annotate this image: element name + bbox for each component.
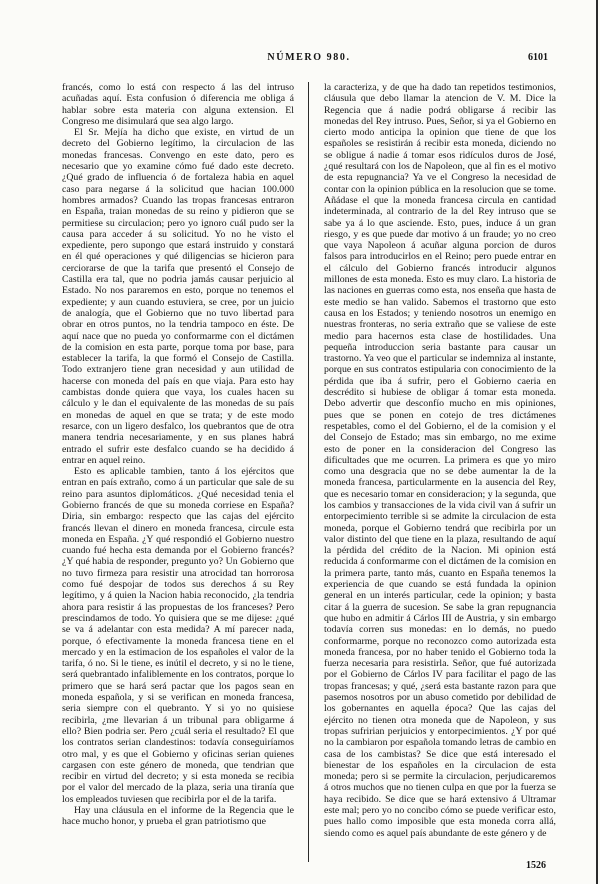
page-header <box>70 52 548 68</box>
paragraph: El Sr. Mejía ha dicho que existe, en virtud de un decreto del Gobierno legítimo, la circulacion de las monedas francesas. Convengo en este dato, pero es necesario que yo examine cómo fué dado este decreto. ¿Qué grado de influencia ó de fortaleza habia en aquel caso para negarse á la solicitud que hacian 100.000 hombres armados? Cuando las tropas francesas entraron en España, traian monedas de su reino y pidieron que se permitiese su circulacion; pero yo ignoro cuál pudo ser la causa para acceder á su solicitud. Yo no he visto el expediente, pero supongo que estará instruido y constará en él qué operaciones y qué diligencias se hicieron para cerciorarse de que la tarifa que presentó el Consejo de Castilla era tal, que no podria jamás causar perjuicio al Estado. No nos pararemos en esto, porque no tenemos el expediente; y aun cuando estuviera, se cree, por un juicio de analogía, que el Gobierno que no tuvo libertad para obrar en otros puntos, no la tendria tampoco en éste. De aquí nace que no pueda yo conformarme con el dictámen de la comision en esta parte, porque toma por base, para establecer la tarifa, la que formó el Consejo de Castilla. Todo extranjero tiene gran necesidad y aun utilidad de hacerse con moneda del país en que viaja. Para esto hay cambistas donde quiera que vaya, los cuales hacen su cálculo y le dan el equivalente de las monedas de su país en monedas de aquel en que se trata; y de este modo resarce, con un ligero desfalco, los quebrantos que de otra manera tendria necesariamente, y en sus planes habrá entrado el sufrir este desfalco cuando se ha decidido á entrar en aquel reino. <box>62 127 294 466</box>
paragraph: Esto es aplicable tambien, tanto á los ejércitos que entran en país extraño, como á un particular que sale de su reino para asuntos diplomáticos. ¿Qué necesidad tenia el Gobierno francés de que su moneda corriese en España? Diria, sin embargo: respecto que las cajas del ejército francés llevan el dinero en moneda francesa, circule esta moneda en España. ¿Y qué respondió el Gobierno nuestro cuando fué hecha esta demanda por el Gobierno francés? ¿Y qué habia de responder, pregunto yo? Un Gobierno que no tuvo firmeza para resistir una atrocidad tan horrorosa como fué despojar de todos sus derechos á su Rey legítimo, y á quien la Nacion habia reconocido, ¿la tendria ahora para resistir á las propuestas de los franceses? Pero prescindamos de todo. Yo quisiera que se me dijese: ¿qué se va á adelantar con esta medida? A mí parecer nada, porque, ó efectivamente la moneda francesa tiene en el mercado y en la estimacion de los españoles el valor de la tarifa, ó no. Si le tiene, es inútil el decreto, y si no le tiene, será quebrantado infaliblemente en los contratos, porque lo primero que se hará será pactar que los pagos sean en moneda española, y si se verifican en moneda francesa, seria siempre con el quebranto. Y si yo no quisiese recibirla, ¿me llevarian á un tribunal para obligarme á ello? Bien podria ser. Pero ¿cuál seria el resultado? El que los contratos serian clandestinos: todavía conseguiríamos otro mal, y es que el Gobierno y oficinas serian quienes cargasen con este género de moneda, que tendrian que recibir en virtud del decreto; y si esta moneda se recibia por el valor del mercado de la plaza, seria una tiranía que los empleados tuviesen que recibirla por el de la tarifa. <box>62 466 294 805</box>
paragraph: Hay una cláusula en el informe de la Regencia que le hace mucho honor, y prueba el gran patriotismo que <box>62 805 294 828</box>
paragraph: la caracteriza, y de que ha dado tan repetidos testimonios, cláusula que debo llamar la atencion de V. M. Dice la Regencia que á nadie podrá obligarse á recibir las monedas del Rey intruso. Pues, Señor, si ya el Gobierno en cierto modo anticipa la opinion que tiene de que los españoles se resistirán á recibir esta moneda, diciendo no se obligue á nadie á tomar esos ridículos duros de José, ¿qué resultará con los de Napoleon, que al fin es el motivo de esta repugnancia? Ya ve el Congreso la necesidad de contar con la opinion pública en la resolucion que se tome. Añádase el que la moneda francesa circula en cantidad indeterminada, al contrario de la del Rey intruso que se sabe ya á lo que asciende. Esto, pues, induce á un gran riesgo, y es que puede dar motivo á un fraude; yo no creo que vaya Napoleon á acuñar alguna porcion de duros falsos para introducirlos en el Reino; pero puede entrar en el cálculo del Gobierno francés introducir algunos millones de esta moneda. Esto es muy claro. La historia de las naciones en guerras como esta, nos enseña que hasta de este medio se han valido. Sabemos el trastorno que esto causa en los Estados; y teniendo nosotros un enemigo en nuestras fronteras, no seria extraño que se valiese de este medio para hacernos esta clase de hostilidades. Una pequeña introduccion seria bastante para causar un trastorno. Ya veo que el particular se indemniza al instante, porque en sus contratos estipularia con conocimiento de la pérdida que iba á sufrir, pero el Gobierno caeria en descrédito si hubiese de obligar á tomar esta moneda. Debo advertir que desconfío mucho en mis opiniones, pues que se ponen en cotejo de tres dictámenes respetables, como el del Gobierno, el de la comision y el del Consejo de Estado; mas sin embargo, no me exime esto de poner en la consideracion del Congreso las dificultades que me ocurren. La primera es que yo miro como una desgracia que no se debe aumentar la de la moneda francesa, particularmente en la ausencia del Rey, que es necesario tomar en consideracion; y la segunda, que los cambios y transacciones de la vida civil van á sufrir un entorpecimiento terrible si se admite la circulacion de esta moneda, porque el Gobierno tendrá que recibirla por un valor distinto del que tiene en la plaza, resultando de aquí la pérdida del crédito de la Nacion. Mi opinion está reducida á conformarme con el dictámen de la comision en la primera parte, tanto más, cuanto en España tenemos la experiencia de que cuando se está fundada la opinion general en un interés particular, cede la opinion; y basta citar á la guerra de sucesion. Se sabe la gran repugnancia que hubo en admitir á Cárlos III de Austria, y sin embargo todavía corren sus monedas: en lo demás, no puedo conformarme, porque no reconozco como autorizada esta moneda francesa, por no haber tenido el Gobierno toda la fuerza necesaria para resistirla. Señor, que fué autorizada por el Gobierno de Cárlos IV para facilitar el pago de las tropas francesas; y qué, ¿será esta bastante razon para que pasemos nosotros por un abuso cometido por debilidad de los gobernantes en aquella época? Que las cajas del ejército no tienen otra moneda que de Napoleon, y sus tropas sufririan perjuicios y entorpecimientos. ¿Y por qué no la cambiaron por española tomando letras de cambio en casa de los cambistas? Se dice que está interesado el bienestar de los españoles en la circulacion de esta moneda; pero si se permite la circulacion, perjudicaremos á otros muchos que no tienen culpa en que por la fuerza se haya recibido. Se dice que se hará extensivo á Ultramar este mal; pero yo no concibo cómo se puede verificar esto, pues hallo como imposible que esta moneda corra allá, siendo como es aquel país abundante de este género y de <box>324 82 556 839</box>
paragraph: francés, como lo está con respecto á las del intruso acuñadas aquí. Esta confusion ó diferencia me obliga á hablar sobre esta materia con alguna extension. El Congreso me disimulará que sea algo largo. <box>62 82 294 127</box>
right-column <box>324 82 556 839</box>
column-divider <box>308 82 309 862</box>
page-edge <box>596 0 598 884</box>
left-column <box>62 82 294 828</box>
header-page-number: 6101 <box>528 52 548 63</box>
issue-number: NÚMERO 980. <box>267 52 351 63</box>
footer-page-number: 1526 <box>526 860 546 871</box>
